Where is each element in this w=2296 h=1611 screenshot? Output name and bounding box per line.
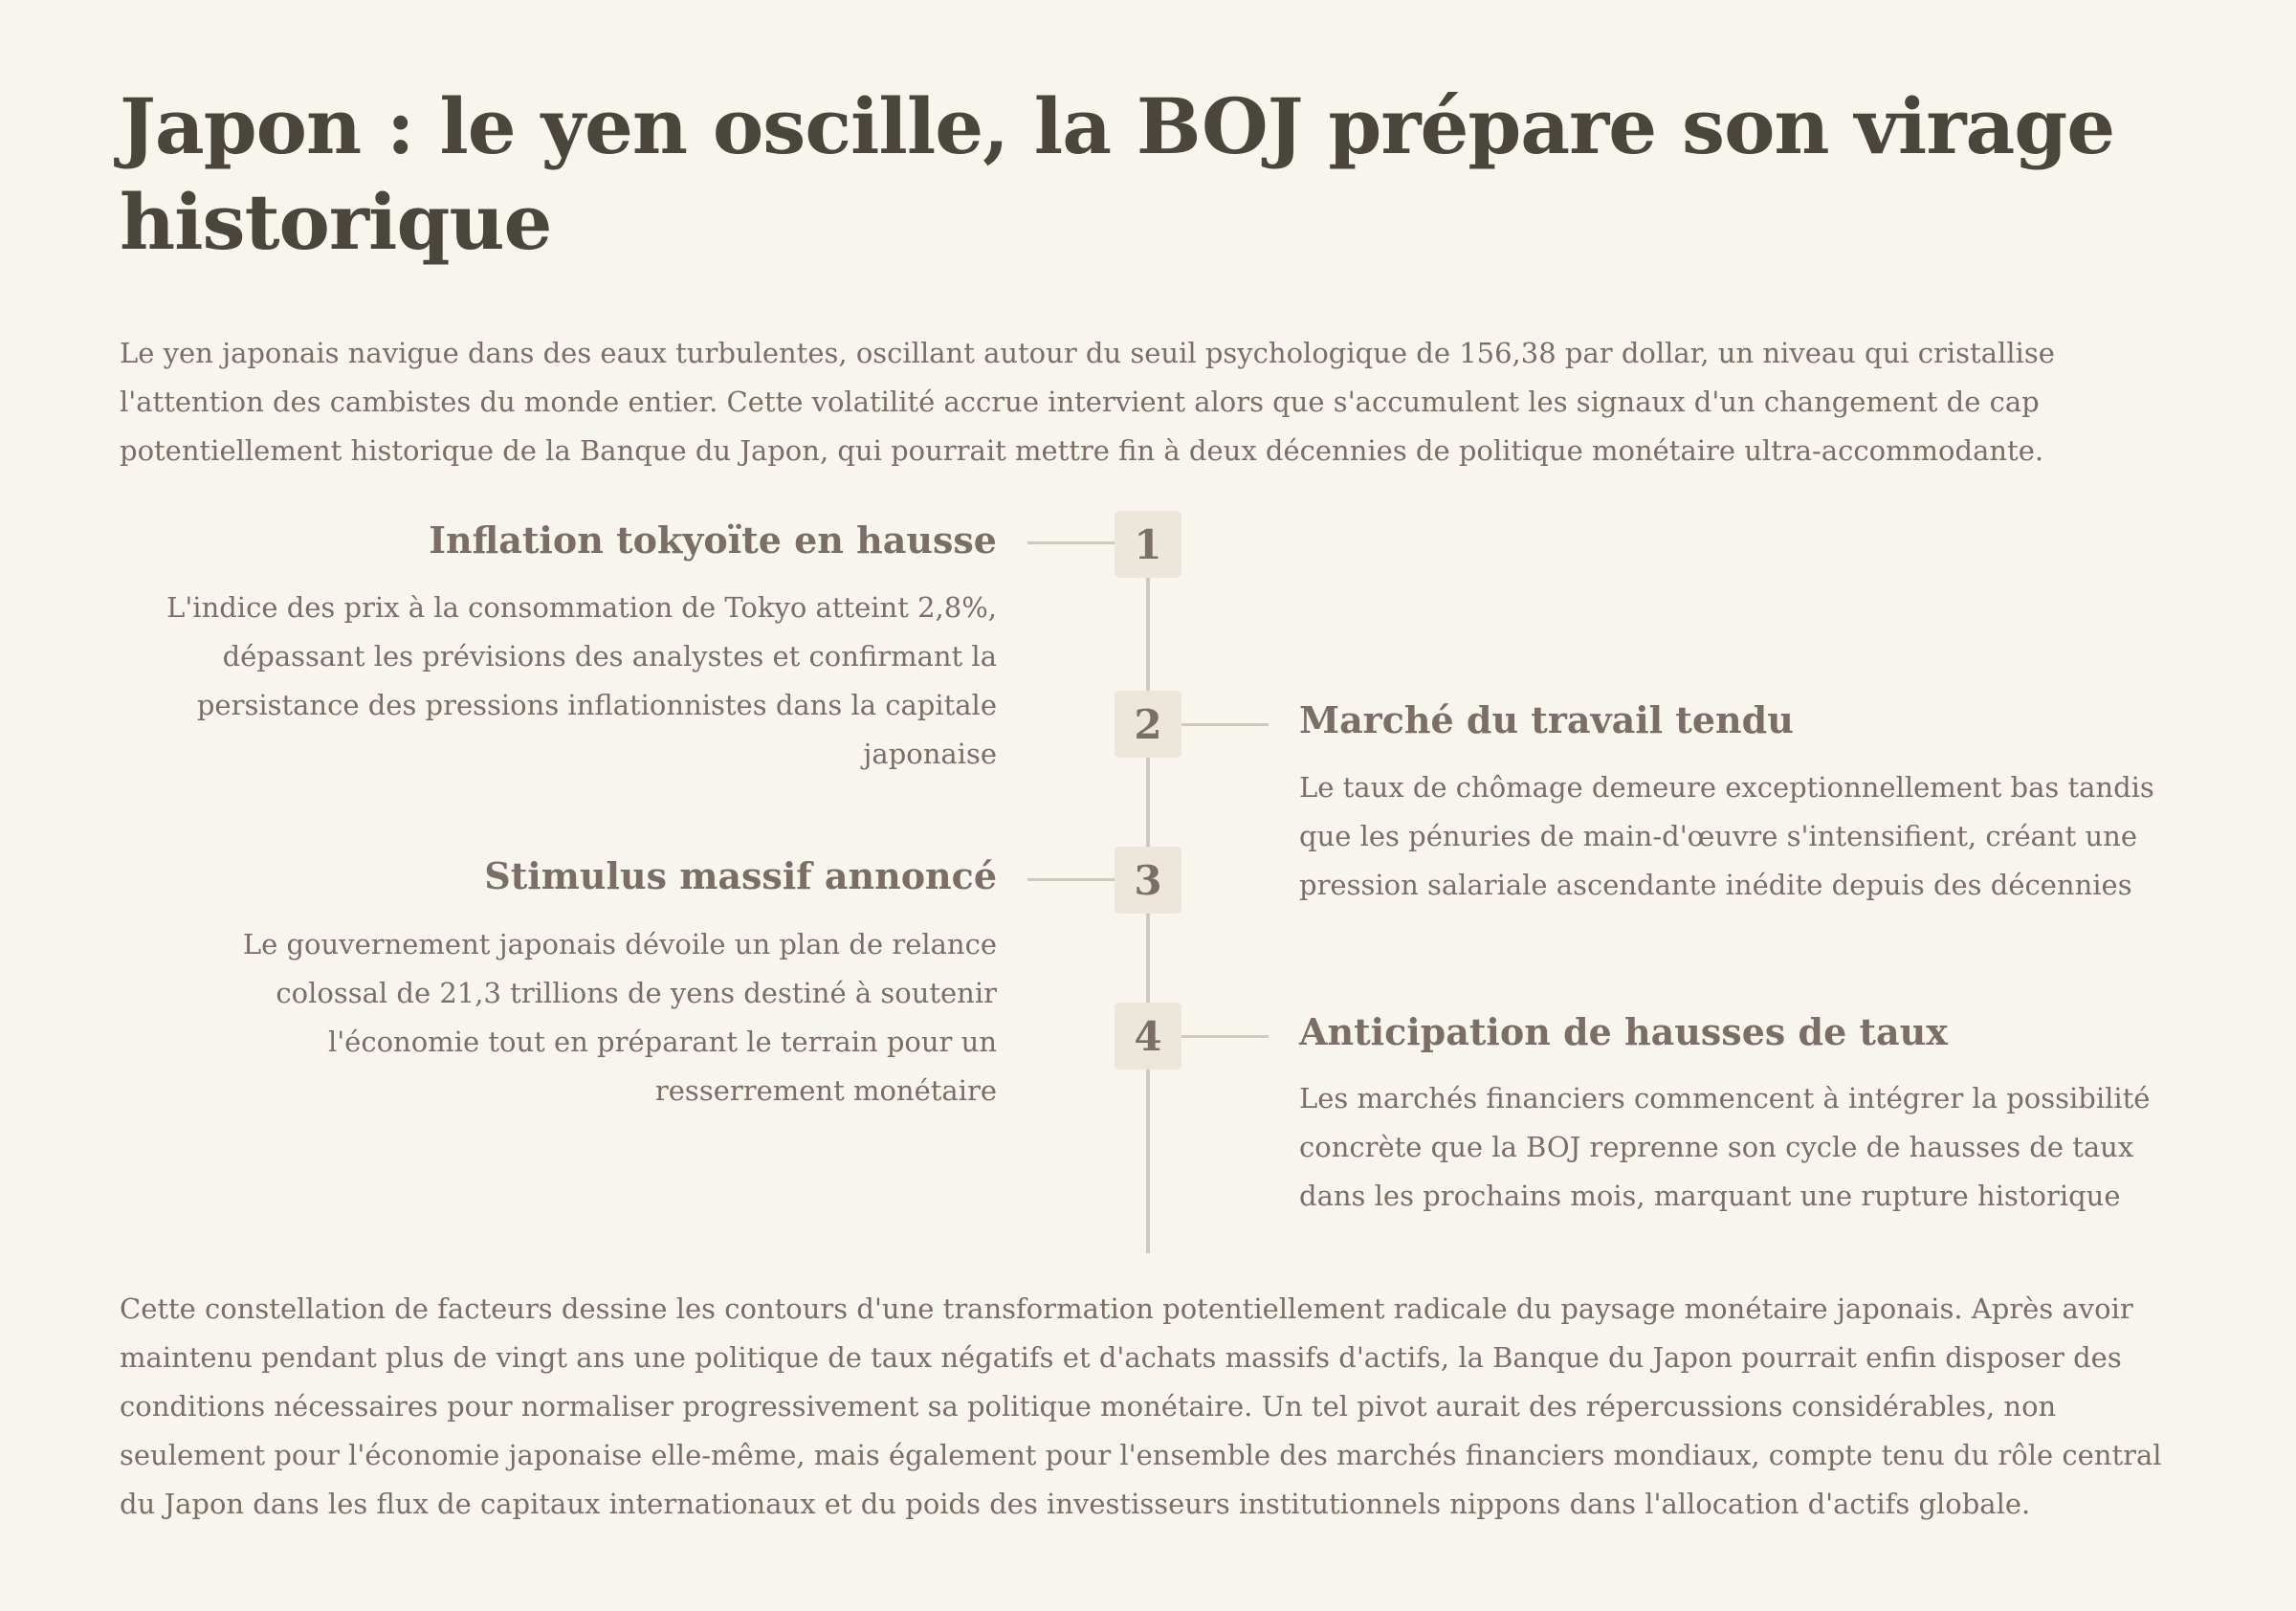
timeline-item-1-title: Inflation tokyoïte en hausse (429, 519, 997, 562)
article-conclusion: Cette constellation de facteurs dessine les contours d'une transformation potentiellement radicale du paysage monétaire japonais. Après avoir maintenu pendant plus de vingt ans une politique de taux négatifs et d'achats massifs d'actifs, la Banque du Japon pourrait enfin disposer des conditions nécessaires pour normaliser progressivement sa politique monétaire. Un tel pivot aurait des répercussions considérables, non seulement pour l'économie japonaise elle-même, mais également pour l'ensemble des marchés financiers mondiaux, compte tenu du rôle central du Japon dans les flux de capitaux internationaux et du poids des investisseurs institutionnels nippons dans l'allocation d'actifs globale. (120, 1292, 2162, 1520)
timeline-connector (1180, 1035, 1269, 1038)
timeline-item-2-title: Marché du travail tendu (1299, 698, 1794, 741)
timeline-number-2: 2 (1115, 691, 1181, 758)
timeline-connector (1027, 878, 1116, 881)
article-title: Japon : le yen oscille, la BOJ prépare son virage historique (120, 81, 2115, 267)
timeline-item-2-text: Le taux de chômage demeure exceptionnellement bas tandis que les pénuries de main-d'œuvre s'intensifient, créant une pression salariale ascendante inédite depuis des décennies (1299, 771, 2154, 901)
timeline-item-4-title: Anticipation de hausses de taux (1299, 1010, 1948, 1053)
timeline-number-3: 3 (1115, 847, 1181, 914)
timeline-connector (1027, 541, 1116, 544)
timeline-number-1: 1 (1115, 511, 1181, 578)
article-intro: Le yen japonais navigue dans des eaux turbulentes, oscillant autour du seuil psychologique de 156,38 par dollar, un niveau qui cristallise l'attention des cambistes du monde entier. Cette volatilité accrue intervient alors que s'accumulent les signaux d'un changement de cap potentiellement historique de la Banque du Japon, qui pourrait mettre fin à deux décennies de politique monétaire ultra-accommodante. (120, 337, 2055, 467)
timeline-connector (1180, 723, 1269, 726)
timeline-item-3-title: Stimulus massif annoncé (484, 854, 997, 897)
timeline-number-4: 4 (1115, 1003, 1181, 1070)
timeline-item-3-text: Le gouvernement japonais dévoile un plan de relance colossal de 21,3 trillions de yens destiné à soutenir l'économie tout en préparant le terrain pour un resserrement monétaire (242, 928, 997, 1107)
timeline-item-1-text: L'indice des prix à la consommation de Tokyo atteint 2,8%, dépassant les prévisions des analystes et confirmant la persistance des pressions inflationnistes dans la capitale japonaise (166, 591, 997, 770)
timeline-item-4-text: Les marchés financiers commencent à intégrer la possibilité concrète que la BOJ reprenne son cycle de hausses de taux dans les prochains mois, marquant une rupture historique (1299, 1082, 2151, 1212)
